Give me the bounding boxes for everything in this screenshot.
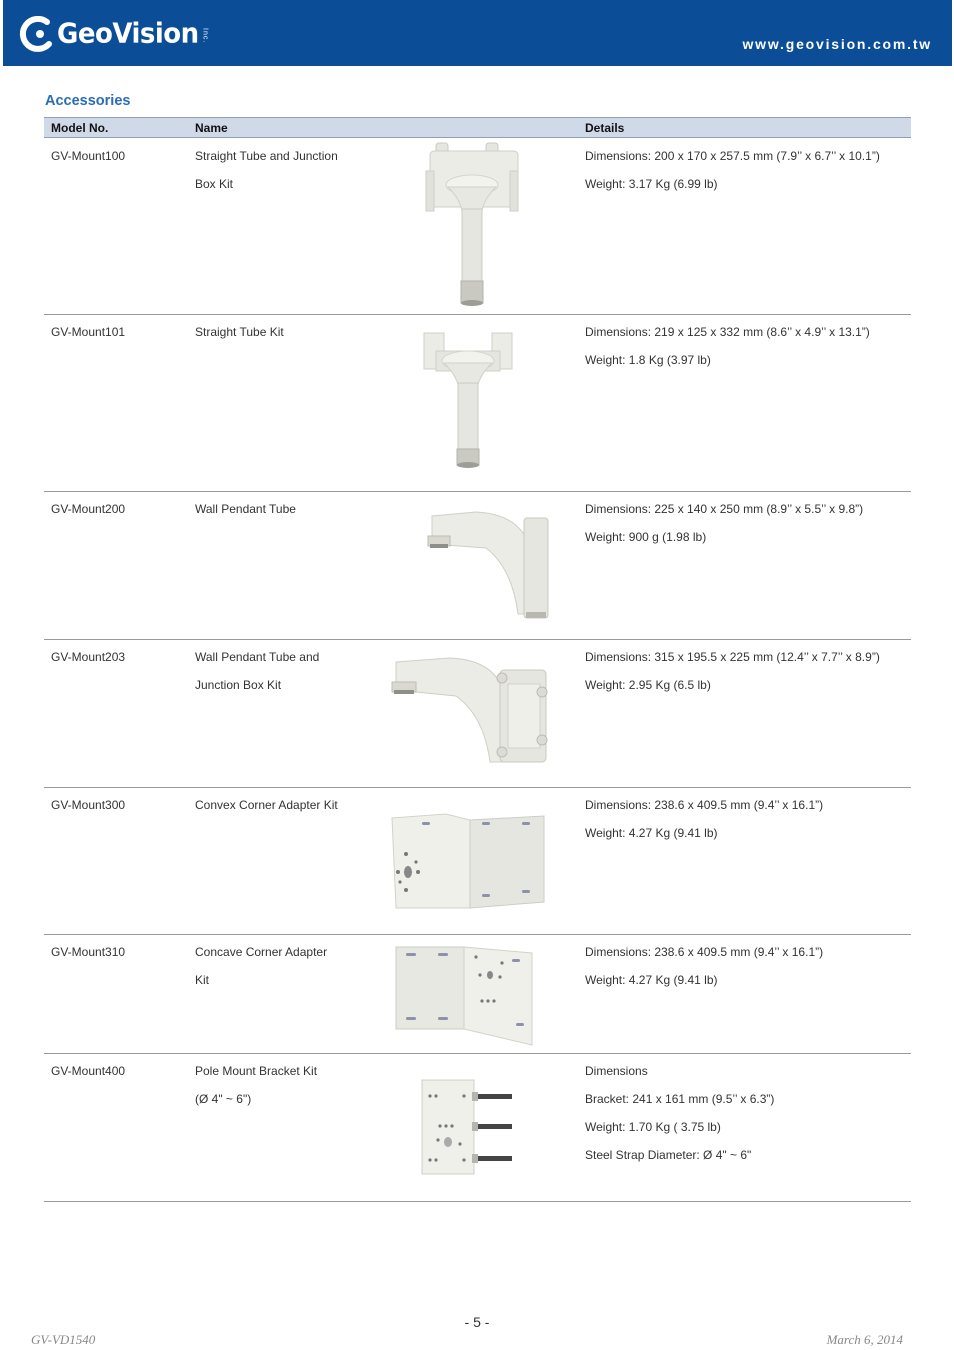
- wall-pendant-tube-image: [426, 508, 552, 622]
- product-name-line: Kit: [195, 973, 210, 987]
- product-details: [585, 1057, 915, 1169]
- detail-line: Weight: 900 g (1.98 lb): [585, 530, 707, 544]
- table-header: [44, 117, 911, 138]
- section-title: Accessories: [45, 93, 131, 109]
- product-name-line: Concave Corner Adapter: [195, 945, 328, 959]
- detail-line: Dimensions: 238.6 x 409.5 mm (9.4’’ x 16.1”): [585, 945, 824, 959]
- product-details: [585, 938, 915, 994]
- product-name: [195, 643, 355, 699]
- detail-line: Dimensions: 238.6 x 409.5 mm (9.4’’ x 16.1”): [585, 798, 824, 812]
- table-row: [44, 788, 911, 935]
- product-name-line: Convex Corner Adapter Kit: [195, 798, 338, 812]
- detail-line: Weight: 4.27 Kg (9.41 lb): [585, 826, 718, 840]
- product-details: [585, 791, 915, 847]
- header-bar: [3, 0, 952, 66]
- product-name: [195, 495, 355, 523]
- pole-mount-bracket-image: [420, 1078, 516, 1176]
- product-name: [195, 791, 355, 819]
- geovision-logo: [19, 12, 209, 56]
- product-details: [585, 142, 915, 198]
- model-number: GV-Mount300: [51, 798, 126, 812]
- brand-suffix: Inc.: [201, 28, 209, 44]
- product-name-line: Straight Tube and Junction: [195, 149, 338, 163]
- product-name-line: Wall Pendant Tube and: [195, 650, 320, 664]
- column-header-details: Details: [585, 121, 625, 135]
- detail-line: Steel Strap Diameter: Ø 4" ~ 6": [585, 1148, 752, 1162]
- detail-line: Weight: 1.70 Kg ( 3.75 lb): [585, 1120, 721, 1134]
- detail-line: Dimensions: 315 x 195.5 x 225 mm (12.4’’ x 7.7’’ x 8.9”): [585, 650, 880, 664]
- detail-line: Dimensions: [585, 1064, 648, 1078]
- table-row: [44, 1054, 911, 1202]
- detail-line: Bracket: 241 x 161 mm (9.5’’ x 6.3”): [585, 1092, 775, 1106]
- brand-name: GeoVision: [57, 18, 199, 50]
- model-number: GV-Mount101: [51, 325, 126, 339]
- detail-line: Weight: 4.27 Kg (9.41 lb): [585, 973, 718, 987]
- product-name-line: Junction Box Kit: [195, 678, 282, 692]
- website-url[interactable]: www.geovision.com.tw: [742, 36, 932, 52]
- product-name-line: Wall Pendant Tube: [195, 502, 296, 516]
- straight-tube-image: [422, 331, 514, 471]
- convex-corner-adapter-image: [388, 812, 548, 910]
- product-name: [195, 142, 355, 198]
- table-row: [44, 315, 911, 492]
- table-row: [44, 139, 911, 315]
- footer-date: March 6, 2014: [826, 1332, 903, 1347]
- product-details: [585, 643, 915, 699]
- table-row: [44, 935, 911, 1054]
- detail-line: Weight: 1.8 Kg (3.97 lb): [585, 353, 711, 367]
- product-details: [585, 495, 915, 551]
- detail-line: Weight: 2.95 Kg (6.5 lb): [585, 678, 711, 692]
- product-name: [195, 318, 355, 346]
- table-row: [44, 492, 911, 640]
- table-row: [44, 640, 911, 788]
- model-number: GV-Mount203: [51, 650, 126, 664]
- model-number: GV-Mount200: [51, 502, 126, 516]
- column-header-model: Model No.: [51, 121, 109, 135]
- detail-line: Dimensions: 219 x 125 x 332 mm (8.6’’ x 4.9’’ x 13.1”): [585, 325, 870, 339]
- product-name-line: Pole Mount Bracket Kit: [195, 1064, 318, 1078]
- detail-line: Weight: 3.17 Kg (6.99 lb): [585, 177, 718, 191]
- model-number: GV-Mount400: [51, 1064, 126, 1078]
- page-number: - 5 -: [464, 1314, 490, 1330]
- detail-line: Dimensions: 200 x 170 x 257.5 mm (7.9’’ x 6.7’’ x 10.1”): [585, 149, 880, 163]
- model-number: GV-Mount100: [51, 149, 126, 163]
- product-name: [195, 1057, 355, 1113]
- footer-model: GV-VD1540: [31, 1332, 96, 1347]
- product-name-line: Straight Tube Kit: [195, 325, 284, 339]
- product-details: [585, 318, 915, 374]
- wall-pendant-junction-box-image: [390, 654, 554, 770]
- product-name: [195, 938, 355, 994]
- product-name-line: Box Kit: [195, 177, 234, 191]
- detail-line: Dimensions: 225 x 140 x 250 mm (8.9’’ x 5.5’’ x 9.8”): [585, 502, 864, 516]
- model-number: GV-Mount310: [51, 945, 126, 959]
- product-name-line: (Ø 4" ~ 6"): [195, 1092, 252, 1106]
- column-header-name: Name: [195, 121, 228, 135]
- geovision-logo-icon: [19, 16, 53, 52]
- straight-tube-junction-box-image: [424, 141, 524, 309]
- concave-corner-adapter-image: [394, 943, 536, 1047]
